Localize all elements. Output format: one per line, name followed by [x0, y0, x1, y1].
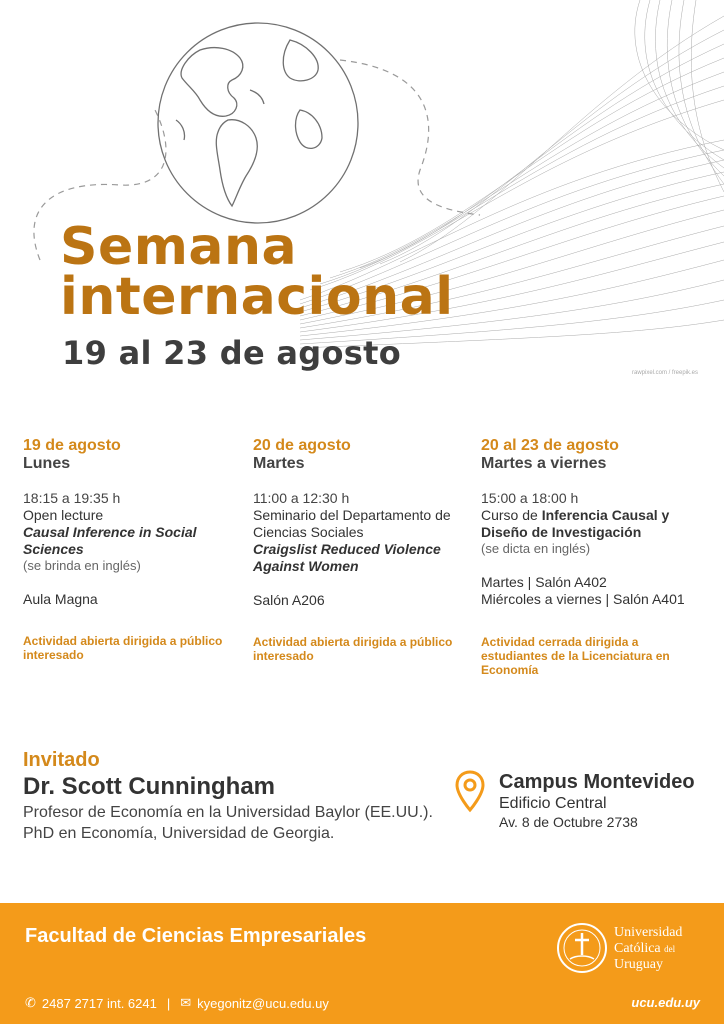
- image-credit: rawpixel.com / freepik.es: [632, 370, 699, 376]
- website-url[interactable]: ucu.edu.uy: [631, 995, 700, 1010]
- event-access: Actividad cerrada dirigida a estudiantes de la Licenciatura en Economía: [481, 635, 670, 677]
- event-day: Lunes: [23, 455, 71, 472]
- email-icon: ✉: [180, 995, 192, 1010]
- event-date: 20 de agosto: [253, 437, 351, 454]
- location-pin-icon: [454, 770, 486, 814]
- event-time: 11:00 a 12:30 h: [253, 490, 350, 506]
- event-language-note: (se dicta en inglés): [481, 541, 591, 556]
- event-column-2: [253, 437, 468, 663]
- guest-label: Invitado: [23, 749, 100, 771]
- guest-name: Dr. Scott Cunningham: [23, 773, 275, 800]
- event-title: Craigslist Reduced Violence Against Women: [253, 541, 441, 574]
- university-name-del: del: [664, 944, 676, 954]
- event-place-2: Miércoles a viernes | Salón A401: [481, 591, 685, 607]
- event-dates: 19 al 23 de agosto: [62, 334, 402, 372]
- email-address[interactable]: kyegonitz@ucu.edu.uy: [197, 995, 329, 1011]
- event-access: Actividad abierta dirigida a público interesado: [23, 634, 223, 662]
- event-title: Causal Inference in Social Sciences: [23, 524, 197, 557]
- event-day: Martes: [253, 455, 305, 472]
- title-line-2: internacional: [60, 267, 454, 327]
- website-link[interactable]: [631, 995, 700, 1010]
- event-place: Aula Magna: [23, 591, 98, 607]
- university-name-catolica: Católica: [614, 941, 661, 956]
- guest-position: Profesor de Economía en la Universidad Baylor (EE.UU.).: [23, 804, 433, 821]
- contact-line: [25, 995, 329, 1011]
- event-language-note: (se brinda en inglés): [23, 558, 141, 573]
- university-name-line-2: [614, 941, 682, 957]
- event-date: 19 de agosto: [23, 437, 121, 454]
- event-type-prefix: Curso de: [481, 507, 538, 523]
- event-date: 20 al 23 de agosto: [481, 437, 619, 454]
- event-day: Martes a viernes: [481, 455, 607, 472]
- page-title: [60, 217, 454, 327]
- location-title: Campus Montevideo: [499, 771, 695, 793]
- faculty-name: Facultad de Ciencias Empresariales: [25, 925, 367, 947]
- phone-number[interactable]: 2487 2717 int. 6241: [41, 995, 157, 1011]
- event-access: Actividad abierta dirigida a público interesado: [253, 635, 453, 663]
- event-title: Inferencia Causal y Diseño de Investigación: [481, 507, 670, 540]
- location-building: Edificio Central: [499, 795, 607, 812]
- university-name-line-3: Uruguay: [614, 957, 663, 972]
- university-name-line-1: Universidad: [614, 925, 683, 940]
- divider: |: [166, 995, 171, 1011]
- university-seal-icon: [556, 915, 608, 981]
- event-type: [481, 507, 706, 541]
- location-address: Av. 8 de Octubre 2738: [499, 814, 638, 830]
- university-logo: [556, 915, 706, 981]
- event-type: Open lecture: [23, 507, 104, 523]
- phone-icon: ✆: [25, 995, 36, 1010]
- title-line-1: Semana: [60, 217, 298, 277]
- location-section: [499, 770, 695, 831]
- university-name: [614, 925, 682, 973]
- event-place: Salón A206: [253, 592, 325, 608]
- guest-degree: PhD en Economía, Universidad de Georgia.: [23, 825, 335, 842]
- guest-section: [23, 748, 433, 844]
- footer-band: [0, 903, 724, 1024]
- globe-icon: [158, 23, 358, 223]
- event-time: 18:15 a 19:35 h: [23, 490, 121, 506]
- event-place-1: Martes | Salón A402: [481, 574, 607, 590]
- event-type: Seminario del Departamento de Ciencias Sociales: [253, 507, 451, 540]
- event-column-1: [23, 437, 238, 662]
- event-time: 15:00 a 18:00 h: [481, 490, 579, 506]
- event-column-3: [481, 437, 706, 677]
